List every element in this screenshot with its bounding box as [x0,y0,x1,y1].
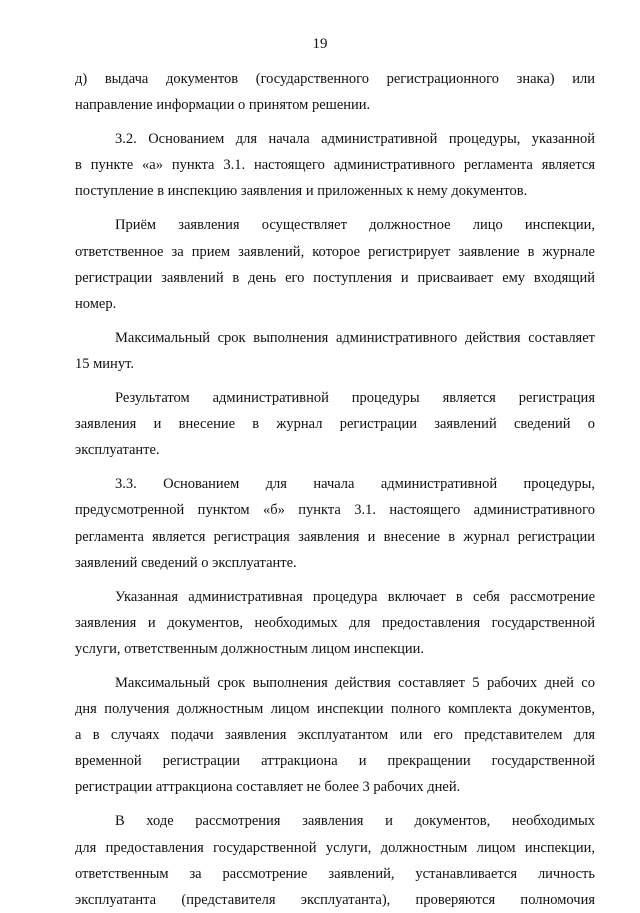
text-line: временной регистрации аттракциона и прекращении государственной [75,753,595,770]
text-line: 3.2. Основанием для начала административной процедуры, указанной [115,131,595,148]
text-line: В ходе рассмотрения заявления и документов, необходимых [115,813,595,830]
paragraph [75,126,595,204]
text-line: Результатом административной процедуры является регистрация [115,390,595,407]
text-line: ответственным за рассмотрение заявлений, устанавливается личность [75,865,595,882]
text-line: Максимальный срок выполнения административного действия составляет [115,329,595,346]
paragraph [75,670,595,800]
paragraph [75,385,595,463]
text-line: заявлений сведений о эксплуатанте. [75,554,297,571]
text-line: для предоставления государственной услуги, должностным лицом инспекции, [75,839,595,856]
text-line: услуги, ответственным должностным лицом инспекции. [75,640,425,657]
text-line: регистрации аттракциона составляет не более 3 рабочих дней. [75,779,461,796]
paragraph [75,212,595,316]
text-line: в пункте «а» пункта 3.1. настоящего административного регламента является [75,157,595,174]
paragraph [75,325,595,377]
text-line: а в случаях подачи заявления эксплуатантом или его представителем для [75,727,595,744]
text-line: регистрации заявлений в день его поступления и присваивает ему входящий [75,269,595,286]
text-line: 3.3. Основанием для начала административной процедуры, [115,476,595,493]
text-line: Максимальный срок выполнения действия составляет 5 рабочих дней со [115,674,595,691]
text-line: заявления и документов, необходимых для предоставления государственной [75,614,595,631]
text-line: эксплуатанта (представителя эксплуатанта), проверяются полномочия [75,891,595,908]
paragraph [75,66,595,118]
text-line: ответственное за прием заявлений, которое регистрирует заявление в журнале [75,243,595,260]
text-line: направление информации о принятом решении. [75,97,371,114]
text-line: предусмотренной пунктом «б» пункта 3.1. настоящего административного [75,502,595,519]
text-line: регламента является регистрация заявления и внесение в журнал регистрации [75,528,595,545]
text-line: Приём заявления осуществляет должностное лицо инспекции, [115,217,595,234]
page-number: 19 [312,36,328,52]
text-line: дня получения должностным лицом инспекции полного комплекта документов, [75,701,595,718]
paragraph [75,471,595,575]
paragraph [75,808,595,912]
text-line: эксплуатанте. [75,442,160,459]
text-line: 15 минут. [75,355,134,372]
text-line: д) выдача документов (государственного регистрационного знака) или [75,71,595,87]
text-line: номер. [75,295,117,312]
text-line: Указанная административная процедура включает в себя рассмотрение [115,588,595,605]
text-line: заявления и внесение в журнал регистрации заявлений сведений о [75,416,595,433]
text-line: поступление в инспекцию заявления и приложенных к нему документов. [75,183,528,200]
paragraph [75,584,595,662]
document-body [75,66,595,913]
